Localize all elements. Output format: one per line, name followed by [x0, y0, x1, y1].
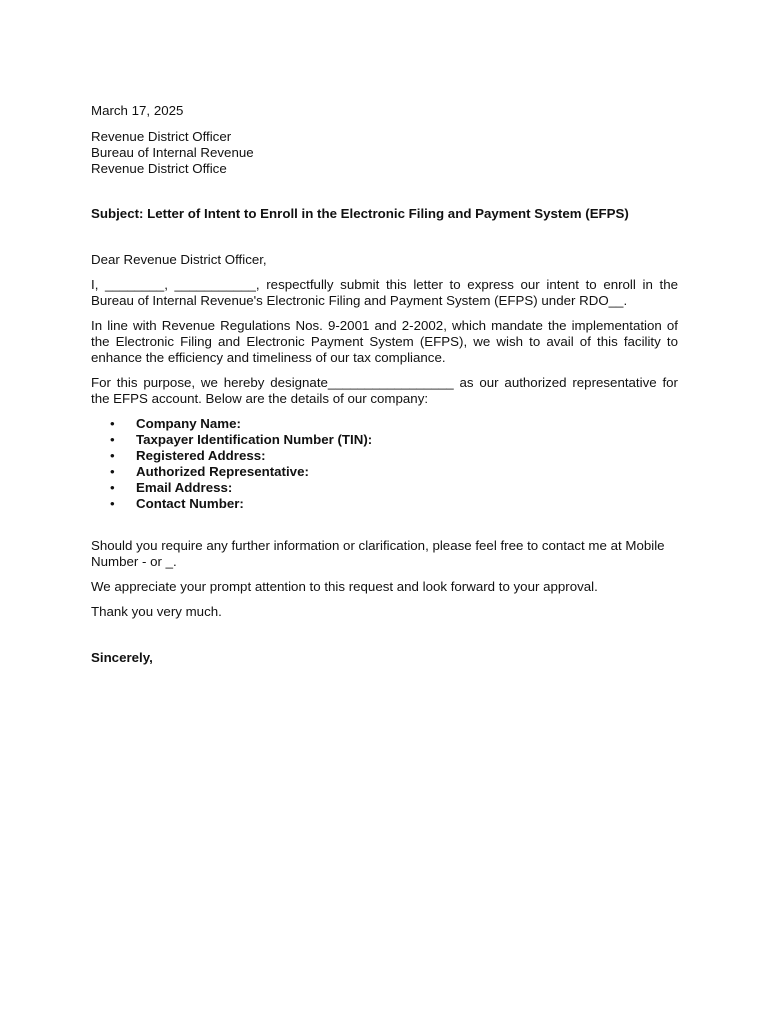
bullet-icon: •: [110, 464, 115, 479]
detail-label: Registered Address:: [136, 448, 266, 463]
list-item: [110, 416, 678, 432]
bullet-icon: •: [110, 448, 115, 463]
addressee-line: Revenue District Office: [91, 161, 227, 176]
detail-label: Taxpayer Identification Number (TIN):: [136, 432, 373, 447]
addressee-line: Revenue District Officer: [91, 129, 232, 144]
addressee-block: [91, 129, 678, 177]
list-item: [110, 448, 678, 464]
body-paragraph: Should you require any further information or clarification, please feel free to contact me at Mobile Number - or _.: [91, 538, 665, 569]
list-item: [110, 464, 678, 480]
letter-date: March 17, 2025: [91, 103, 184, 118]
list-item: [110, 480, 678, 496]
detail-label: Authorized Representative:: [136, 464, 309, 479]
body-paragraph: I, ________, ___________, respectfully submit this letter to express our intent to enroll in the Bureau of Internal Revenue's Electronic Filing and Payment System (EFPS) under RDO__.: [91, 277, 678, 308]
closing-signoff: Sincerely,: [91, 650, 153, 665]
detail-label: Contact Number:: [136, 496, 244, 511]
list-item: [110, 496, 678, 512]
body-paragraph: In line with Revenue Regulations Nos. 9-2001 and 2-2002, which mandate the implementation of the Electronic Filing and Electronic Payment System (EFPS), we wish to avail of this facility to enhance the efficiency and timeliness of our tax compliance.: [91, 318, 678, 365]
letter-page: [91, 103, 678, 666]
addressee-line: Bureau of Internal Revenue: [91, 145, 254, 160]
company-details-list: [91, 416, 678, 512]
bullet-icon: •: [110, 496, 115, 511]
list-item: [110, 432, 678, 448]
salutation: Dear Revenue District Officer,: [91, 252, 267, 267]
body-paragraph: We appreciate your prompt attention to this request and look forward to your approval.: [91, 579, 598, 594]
bullet-icon: •: [110, 416, 115, 431]
letter-subject: Subject: Letter of Intent to Enroll in the Electronic Filing and Payment System (EFPS): [91, 206, 629, 221]
detail-label: Email Address:: [136, 480, 233, 495]
body-paragraph: For this purpose, we hereby designate_________________ as our authorized representative for the EFPS account. Below are the details of our company:: [91, 375, 678, 406]
bullet-icon: •: [110, 480, 115, 495]
bullet-icon: •: [110, 432, 115, 447]
body-paragraph: Thank you very much.: [91, 604, 222, 619]
detail-label: Company Name:: [136, 416, 241, 431]
